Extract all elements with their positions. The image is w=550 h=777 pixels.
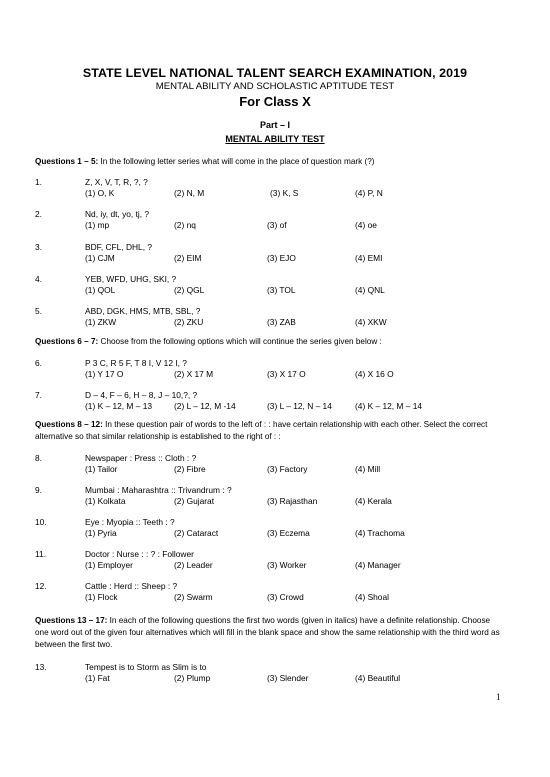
class-heading: For Class X <box>239 94 311 109</box>
page-number: 1 <box>496 692 501 702</box>
question-number: 11. <box>35 549 47 559</box>
option-2: (2) EIM <box>174 253 202 263</box>
option-4: (4) P, N <box>355 188 383 198</box>
option-1: (1) Kolkata <box>85 496 126 506</box>
option-3: (3) EJO <box>267 253 296 263</box>
instruction-label: Questions 13 – 17: <box>35 616 108 625</box>
option-4: (4) Kerala <box>355 496 392 506</box>
option-1: (1) CJM <box>85 253 115 263</box>
question-stem: YEB, WFD, UHG, SKI, ? <box>85 274 177 284</box>
question-stem: Newspaper : Press :: Cloth : ? <box>85 453 197 463</box>
option-4: (4) XKW <box>355 317 387 327</box>
option-4: (4) EMI <box>355 253 383 263</box>
option-3: (3) K, S <box>270 188 299 198</box>
part-heading: Part – I <box>259 120 290 130</box>
question-number: 9. <box>35 485 42 495</box>
option-4: (4) Shoal <box>355 592 389 602</box>
instruction-text: In the following letter series what will come in the place of question mark (?) <box>98 157 375 166</box>
option-4: (4) QNL <box>355 285 385 295</box>
question-number: 1. <box>35 177 42 187</box>
question-number: 8. <box>35 453 42 463</box>
option-2: (2) Leader <box>174 560 213 570</box>
option-2: (2) Fibre <box>174 464 206 474</box>
option-2: (2) X 17 M <box>174 369 214 379</box>
question-number: 10. <box>35 517 47 527</box>
instruction-label: Questions 6 – 7: <box>35 337 99 346</box>
instruction-label: Questions 8 – 12: <box>35 420 103 429</box>
option-1: (1) K – 12, M – 13 <box>85 401 153 411</box>
option-3: (3) Slender <box>267 673 309 683</box>
option-3: (3) Eczema <box>267 528 310 538</box>
option-1: (1) Fat <box>85 673 110 683</box>
option-3: (3) Crowd <box>267 592 304 602</box>
option-1: (1) Pyria <box>85 528 117 538</box>
instruction-q8-12 <box>35 419 505 443</box>
question-number: 4. <box>35 274 42 284</box>
test-subtitle: MENTAL ABILITY AND SCHOLASTIC APTITUDE TEST <box>155 81 395 92</box>
option-4: (4) Trachoma <box>355 528 405 538</box>
instruction-text: In each of the following questions the first two words (given in italics) have a definite relationship. Choose one word out of the given four alternatives which will fill in the blank space and show the same relationship with the third word as between the first two. <box>35 616 500 649</box>
question-number: 12. <box>35 581 47 591</box>
options-row <box>85 317 515 328</box>
options-row <box>85 560 515 571</box>
options-row <box>85 220 515 231</box>
options-row <box>85 188 515 199</box>
section-heading: MENTAL ABILITY TEST <box>225 134 325 144</box>
option-2: (2) nq <box>174 220 196 230</box>
option-1: (1) Tailor <box>85 464 118 474</box>
options-row <box>85 253 515 264</box>
option-1: (1) Flock <box>85 592 118 602</box>
option-4: (4) Manager <box>355 560 401 570</box>
question-stem: P 3 C, R 5 F, T 8 I, V 12 I, ? <box>85 358 187 368</box>
option-1: (1) ZKW <box>85 317 117 327</box>
question-number: 13. <box>35 662 47 672</box>
instruction-q13-17 <box>35 615 505 651</box>
question-stem: Cattle : Herd :: Sheep : ? <box>85 581 178 591</box>
option-2: (2) L – 12, M -14 <box>174 401 236 411</box>
question-stem: Eye : Myopia :: Teeth : ? <box>85 517 175 527</box>
options-row <box>85 285 515 296</box>
question-stem: Doctor : Nurse : : ? : Follower <box>85 549 194 559</box>
option-4: (4) Mill <box>355 464 381 474</box>
option-3: (3) ZAB <box>267 317 296 327</box>
option-2: (2) N, M <box>174 188 205 198</box>
question-stem: Mumbai : Maharashtra :: Trivandrum : ? <box>85 485 232 495</box>
option-3: (3) Rajasthan <box>267 496 318 506</box>
question-number: 3. <box>35 242 42 252</box>
options-row <box>85 592 515 603</box>
instruction-q1-5 <box>35 156 505 168</box>
option-1: (1) mp <box>85 220 110 230</box>
option-3: (3) of <box>267 220 287 230</box>
option-1: (1) Employer <box>85 560 133 570</box>
option-1: (1) QOL <box>85 285 116 295</box>
question-stem: ABD, DGK, HMS, MTB, SBL, ? <box>85 306 201 316</box>
option-1: (1) Y 17 O <box>85 369 124 379</box>
question-stem: Nd, iy, dt, yo, tj, ? <box>85 209 150 219</box>
option-2: (2) Plump <box>174 673 211 683</box>
option-4: (4) Beautiful <box>355 673 401 683</box>
option-2: (2) Cataract <box>174 528 219 538</box>
question-number: 5. <box>35 306 42 316</box>
instruction-label: Questions 1 – 5: <box>35 157 99 166</box>
question-number: 6. <box>35 358 42 368</box>
option-1: (1) O, K <box>85 188 115 198</box>
option-3: (3) TOL <box>267 285 296 295</box>
question-number: 2. <box>35 209 42 219</box>
instruction-q6-7 <box>35 336 505 348</box>
option-4: (4) X 16 O <box>355 369 394 379</box>
instruction-text: Choose from the following options which will continue the series given below : <box>98 337 382 346</box>
exam-title: STATE LEVEL NATIONAL TALENT SEARCH EXAMINATION, 2019 <box>82 66 468 80</box>
question-stem: Z, X, V, T, R, ?, ? <box>85 177 148 187</box>
instruction-text: In these question pair of words to the left of : : have certain relationship with each other. Select the correct alternative so that similar relationship is established to the right of : : <box>35 420 488 441</box>
option-2: (2) ZKU <box>174 317 204 327</box>
options-row <box>85 464 515 475</box>
option-4: (4) oe <box>355 220 377 230</box>
option-3: (3) Worker <box>267 560 307 570</box>
question-stem: Tempest is to Storm as Slim is to <box>85 662 207 672</box>
question-stem: D – 4, F – 6, H – 8, J – 10,?, ? <box>85 390 198 400</box>
option-3: (3) X 17 O <box>267 369 306 379</box>
options-row <box>85 369 515 380</box>
options-row <box>85 528 515 539</box>
option-3: (3) Factory <box>267 464 308 474</box>
question-stem: BDF, CFL, DHL, ? <box>85 242 153 252</box>
option-2: (2) Gujarat <box>174 496 215 506</box>
options-row <box>85 401 515 412</box>
option-4: (4) K – 12, M – 14 <box>355 401 423 411</box>
options-row <box>85 496 515 507</box>
options-row <box>85 673 515 684</box>
option-2: (2) QGL <box>174 285 205 295</box>
question-number: 7. <box>35 390 42 400</box>
option-2: (2) Swarm <box>174 592 213 602</box>
option-3: (3) L – 12, N – 14 <box>267 401 332 411</box>
